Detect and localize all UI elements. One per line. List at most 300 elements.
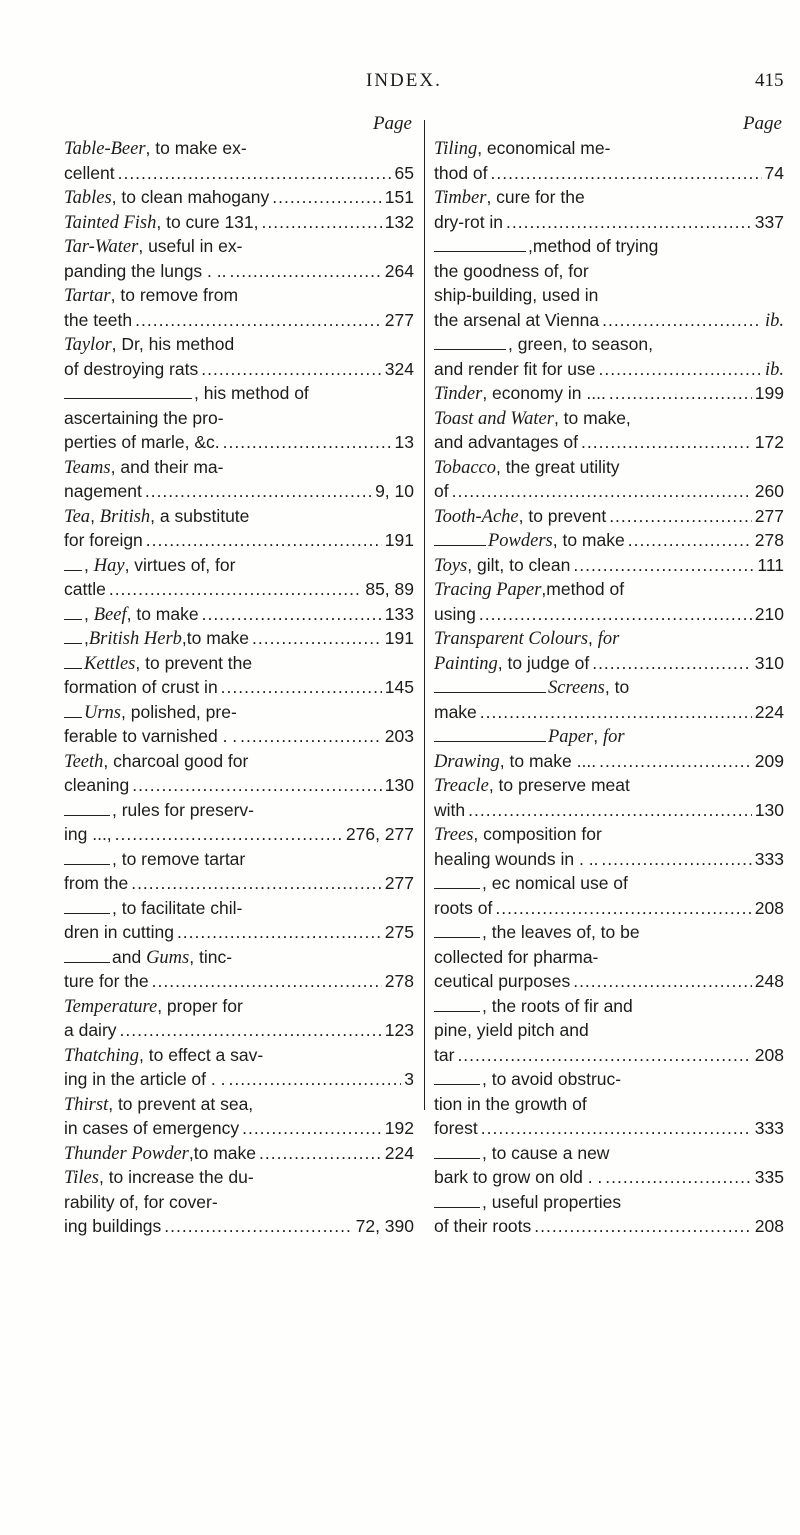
index-text: and: [112, 946, 147, 967]
index-entry-text: [434, 651, 589, 677]
index-term: British: [99, 506, 151, 527]
page-reference: 191: [384, 628, 414, 648]
index-entry-text: [64, 528, 143, 553]
index-text: , to make ex-: [145, 138, 247, 158]
page-reference: 208: [754, 897, 784, 918]
index-entry-text: [112, 945, 232, 971]
index-text: , to avoid obstruc-: [482, 1069, 622, 1089]
index-entry-text: [84, 626, 249, 652]
index-column-left: [64, 112, 414, 1239]
index-text: ferable to varnished . .: [64, 726, 238, 746]
index-text: ,: [84, 603, 94, 624]
index-text: the teeth: [64, 309, 133, 330]
ditto-dash: [434, 1158, 480, 1159]
index-text: , the great utility: [496, 456, 620, 477]
index-text: and advantages of: [434, 432, 579, 452]
index-line: [64, 357, 414, 382]
index-entry-text: [434, 626, 619, 652]
index-entry-text: [434, 847, 598, 872]
index-entry-text: [64, 332, 234, 358]
index-text: , to facilitate chil-: [112, 897, 243, 918]
index-text: ing in the article of . .: [64, 1069, 226, 1089]
index-text: , composition for: [473, 824, 602, 844]
leader-dots: [457, 1043, 751, 1068]
page-reference: 224: [384, 1142, 414, 1163]
leader-dots: [146, 528, 382, 553]
index-term: Tables: [64, 188, 112, 208]
index-entry-text: [434, 479, 449, 504]
index-term: Urns: [84, 702, 122, 723]
index-entry-text: [64, 1165, 254, 1191]
index-text: , proper for: [157, 995, 243, 1016]
ditto-dash: [64, 913, 110, 914]
index-term: Tea: [64, 506, 91, 527]
index-line: [64, 430, 414, 455]
index-text: ing ...,: [64, 824, 112, 844]
index-entry-text: [434, 798, 465, 823]
index-entry-text: [434, 406, 631, 432]
index-line: [434, 1165, 784, 1190]
ditto-dash: [64, 619, 82, 620]
index-line: [64, 798, 414, 823]
index-line: [64, 553, 414, 578]
index-text: , to prevent at sea,: [108, 1093, 254, 1114]
index-line: [64, 504, 414, 529]
index-line: [64, 1067, 414, 1092]
index-text: , to judge of: [497, 652, 590, 673]
index-entry-text: [434, 259, 589, 284]
index-entry-text: [64, 136, 247, 162]
index-text: , to remove from: [110, 285, 239, 305]
index-entry-text: [84, 553, 235, 579]
index-entry-text: [434, 969, 570, 994]
index-entry-text: [64, 430, 220, 455]
index-entry-text: [64, 234, 242, 260]
index-line: [434, 185, 784, 210]
index-line: [434, 234, 784, 259]
index-line: [434, 700, 784, 725]
index-line: [434, 357, 784, 382]
leader-dots: [177, 920, 382, 945]
index-line: [64, 332, 414, 357]
index-text: , economical me-: [477, 138, 611, 158]
index-text: healing wounds in . ..: [434, 848, 599, 869]
ditto-dash: [434, 937, 480, 938]
index-entry-text: [64, 1141, 256, 1167]
index-line: [64, 700, 414, 725]
page-reference: 203: [384, 726, 414, 746]
index-term: Tracing Paper: [434, 580, 542, 600]
page-reference: 224: [754, 701, 784, 722]
index-line: [64, 724, 414, 749]
index-line: [64, 626, 414, 651]
index-text: panding the lungs . ..: [64, 260, 227, 281]
page-reference: 111: [757, 554, 784, 575]
leader-dots: [272, 185, 382, 210]
index-term: Thatching: [64, 1045, 140, 1066]
page-reference: 3: [404, 1069, 414, 1089]
index-term: Painting: [434, 653, 498, 674]
leader-dots: [115, 822, 343, 847]
index-term: Transparent Colours: [434, 629, 589, 649]
index-entry-text: [548, 724, 625, 750]
index-entry-text: [434, 283, 598, 308]
index-text: perties of marle, &c.: [64, 432, 220, 452]
index-text: using: [434, 603, 476, 624]
index-entry-text: [64, 822, 112, 847]
leader-dots: [202, 602, 382, 627]
index-line: [64, 1165, 414, 1190]
index-entries-left: [64, 136, 414, 1239]
index-text: , to cure 131,: [156, 211, 259, 232]
index-text: , to prevent: [518, 505, 607, 526]
index-text: roots of: [434, 897, 493, 918]
index-text: , to cause a new: [482, 1142, 610, 1163]
index-line: [64, 675, 414, 700]
index-line: [64, 1018, 414, 1043]
leader-dots: [223, 430, 392, 455]
ditto-dash: [64, 570, 82, 571]
index-entry-text: [548, 675, 629, 701]
index-text: for foreign: [64, 530, 143, 550]
index-text: , his method of: [194, 383, 309, 403]
index-entry-text: [434, 602, 476, 627]
index-line: [64, 234, 414, 259]
index-entry-text: [482, 1067, 621, 1092]
page-reference: 333: [754, 1118, 784, 1138]
index-text: of their roots: [434, 1216, 532, 1236]
index-line: [434, 308, 784, 333]
index-term: Temperature: [64, 996, 158, 1017]
index-text: , economy in ....: [482, 383, 606, 403]
index-term: Gums: [146, 947, 190, 968]
index-entry-text: [64, 185, 269, 211]
index-entry-text: [84, 651, 252, 677]
page-header: [0, 70, 800, 100]
index-line: [434, 259, 784, 284]
index-entry-text: [488, 528, 625, 554]
leader-dots: [468, 798, 752, 823]
index-term: Beef: [93, 604, 127, 625]
index-entry-text: [64, 504, 249, 530]
index-text: formation of crust in: [64, 677, 218, 697]
ditto-dash: [64, 398, 192, 399]
index-line: [434, 945, 784, 970]
index-line: [434, 675, 784, 700]
index-term: Tinder: [434, 384, 483, 404]
page-reference: ib.: [764, 359, 784, 380]
index-line: [64, 283, 414, 308]
leader-dots: [252, 626, 382, 651]
index-column-right: [434, 112, 784, 1239]
index-entry-text: [64, 1214, 161, 1239]
index-line: [434, 626, 784, 651]
index-text: ,: [588, 628, 598, 648]
page-number: 415: [755, 70, 784, 91]
index-term: Screens: [548, 678, 605, 698]
ditto-dash: [434, 1084, 480, 1085]
index-text: ceutical purposes: [434, 971, 571, 991]
index-text: tar: [434, 1044, 455, 1065]
index-entry-text: [64, 749, 248, 775]
leader-dots: [132, 773, 382, 798]
index-text: , the roots of fir and: [482, 995, 633, 1016]
index-text: cellent: [64, 162, 115, 183]
index-text: rability of, for cover-: [64, 1191, 218, 1212]
index-entry-text: [64, 675, 218, 700]
index-text: , to effect a sav-: [139, 1044, 264, 1065]
index-term: Timber: [434, 188, 487, 208]
page-column-label: Page: [372, 113, 412, 134]
index-line: [64, 528, 414, 553]
index-text: thod of: [434, 162, 488, 183]
index-text: ,to make: [188, 1142, 256, 1163]
index-line: [434, 528, 784, 553]
page-reference: 209: [754, 750, 784, 771]
index-term: Hay: [93, 555, 125, 576]
page-column-label: Page: [742, 113, 782, 134]
page-reference: 130: [384, 775, 414, 795]
index-entry-text: [64, 969, 149, 994]
index-entry-text: [64, 920, 174, 945]
index-text: , to remove tartar: [112, 848, 246, 869]
page-reference: 130: [754, 799, 784, 820]
index-line: [434, 455, 784, 480]
index-entry-text: [434, 455, 620, 481]
index-text: cattle: [64, 579, 106, 599]
page-reference: 210: [754, 603, 784, 624]
leader-dots: [242, 1116, 382, 1141]
index-text: , tinc-: [189, 946, 233, 967]
index-text: tion in the growth of: [434, 1093, 587, 1114]
index-entry-text: [434, 553, 570, 579]
index-text: with: [434, 799, 466, 820]
leader-dots: [452, 479, 752, 504]
page-reference: 260: [754, 481, 784, 501]
index-line: [434, 1116, 784, 1141]
leader-dots: [228, 1067, 401, 1092]
ditto-dash: [64, 668, 82, 669]
index-text: , to make ....: [499, 750, 597, 771]
index-line: [434, 724, 784, 749]
page-reference: 13: [394, 432, 414, 452]
page-reference: 277: [384, 873, 414, 893]
index-entry-text: [64, 1067, 225, 1092]
index-text: , gilt, to clean: [467, 554, 571, 575]
leader-dots: [480, 700, 752, 725]
index-line: [434, 283, 784, 308]
index-text: , to preserve meat: [488, 775, 630, 795]
index-text: , Dr, his method: [111, 334, 235, 354]
index-line: [64, 773, 414, 798]
index-text: , polished, pre-: [121, 701, 237, 722]
index-entry-text: [84, 602, 199, 628]
index-line: [64, 920, 414, 945]
index-term: Tar-Water: [64, 237, 139, 257]
index-entries-right: [434, 136, 784, 1239]
index-term: for: [597, 629, 620, 649]
index-term: Thunder Powder: [64, 1143, 189, 1164]
index-line: [434, 749, 784, 774]
index-text: , to prevent the: [135, 652, 253, 673]
index-term: Taylor: [64, 335, 112, 355]
index-text: the arsenal at Vienna: [434, 309, 600, 330]
index-line: [64, 1116, 414, 1141]
index-entry-text: [434, 210, 503, 235]
ditto-dash: [64, 717, 82, 718]
page-reference: 199: [754, 383, 784, 403]
index-entry-text: [64, 1043, 263, 1069]
page-reference: 208: [754, 1216, 784, 1236]
index-line: [434, 1092, 784, 1117]
index-entry-text: [434, 430, 578, 455]
leader-dots: [164, 1214, 352, 1239]
column-divider: [424, 120, 425, 1110]
index-line: [434, 381, 784, 406]
index-text: cleaning: [64, 775, 130, 795]
ditto-dash: [434, 1207, 480, 1208]
page-reference: 248: [754, 971, 784, 991]
index-line: [64, 1190, 414, 1215]
index-entry-text: [64, 773, 129, 798]
index-line: [64, 308, 414, 333]
page-reference: 145: [384, 677, 414, 697]
page-reference: 277: [384, 309, 414, 330]
index-term: Powders: [488, 531, 553, 551]
index-line: [64, 136, 414, 161]
index-line: [434, 1141, 784, 1166]
index-text: dry-rot in: [434, 211, 504, 232]
index-entry-text: [434, 700, 477, 725]
index-line: [434, 1190, 784, 1215]
index-line: [434, 896, 784, 921]
page-reference: 72, 390: [355, 1216, 414, 1236]
page-reference: 277: [754, 505, 784, 526]
index-line: [64, 969, 414, 994]
ditto-dash: [434, 251, 526, 252]
index-text: ,method of trying: [528, 236, 659, 256]
index-line: [434, 504, 784, 529]
leader-dots: [581, 430, 752, 455]
index-text: ,method of: [541, 579, 625, 599]
index-text: , virtues of, for: [124, 554, 236, 575]
leader-dots: [109, 577, 363, 602]
index-text: , cure for the: [486, 187, 585, 207]
index-entry-text: [64, 479, 142, 504]
index-line: [434, 1067, 784, 1092]
index-entry-text: [434, 1214, 531, 1239]
index-entry-text: [112, 798, 254, 823]
index-term: Toys: [434, 555, 468, 576]
index-entry-text: [434, 577, 624, 603]
leader-dots: [152, 969, 382, 994]
index-text: nagement: [64, 481, 142, 501]
index-line: [64, 259, 414, 284]
leader-dots: [135, 308, 382, 333]
index-entry-text: [64, 1018, 117, 1043]
index-term: Tooth-Ache: [434, 506, 519, 527]
index-line: [434, 602, 784, 627]
leader-dots: [506, 210, 752, 235]
index-entry-text: [434, 822, 602, 848]
index-text: , to: [604, 677, 630, 697]
page-reference: ib.: [764, 310, 784, 331]
index-line: [434, 1214, 784, 1239]
index-text: , to make,: [553, 407, 631, 428]
index-line: [64, 749, 414, 774]
index-text: make: [434, 701, 477, 722]
index-line: [434, 553, 784, 578]
index-line: [434, 1018, 784, 1043]
index-text: , useful properties: [482, 1191, 622, 1212]
index-term: Table-Beer: [64, 139, 146, 159]
index-term: Tiling: [434, 139, 478, 159]
ditto-dash: [434, 545, 486, 546]
index-text: , a substitute: [150, 505, 250, 526]
leader-dots: [221, 675, 382, 700]
index-line: [64, 1092, 414, 1117]
index-term: Trees: [434, 825, 474, 845]
index-line: [434, 577, 784, 602]
leader-dots: [479, 602, 752, 627]
index-entry-text: [64, 283, 238, 309]
index-line: [434, 994, 784, 1019]
leader-dots: [145, 479, 372, 504]
page-reference: 278: [384, 971, 414, 991]
index-line: [64, 406, 414, 431]
index-line: [64, 822, 414, 847]
index-text: a dairy: [64, 1020, 117, 1040]
index-entry-text: [64, 455, 223, 481]
index-line: [64, 1043, 414, 1068]
index-text: the goodness of, for: [434, 260, 589, 281]
index-entry-text: [64, 1116, 239, 1141]
index-term: Thirst: [64, 1094, 109, 1115]
index-entry-text: [434, 1165, 602, 1190]
index-text: forest: [434, 1118, 478, 1138]
index-text: , useful in ex-: [138, 236, 243, 256]
index-line: [64, 479, 414, 504]
index-entry-text: [434, 308, 599, 333]
page-reference: 264: [384, 260, 414, 281]
index-text: ture for the: [64, 971, 149, 991]
leader-dots: [609, 504, 752, 529]
index-entry-text: [64, 308, 132, 333]
page-reference: 123: [384, 1020, 414, 1040]
index-text: , to clean mahogany: [111, 187, 270, 207]
index-entry-text: [194, 381, 309, 406]
index-line: [434, 1043, 784, 1068]
index-text: , the leaves of, to be: [482, 922, 640, 942]
index-entry-text: [64, 406, 224, 431]
index-line: [64, 871, 414, 896]
index-line: [434, 969, 784, 994]
index-entry-text: [434, 1018, 589, 1043]
index-line: [434, 332, 784, 357]
ditto-dash: [64, 962, 110, 963]
ditto-dash: [434, 692, 546, 693]
leader-dots: [495, 896, 751, 921]
index-line: [434, 798, 784, 823]
index-line: [434, 161, 784, 186]
index-term: Teeth: [64, 751, 104, 772]
page-reference: 310: [754, 652, 784, 673]
index-term: Tobacco: [434, 457, 497, 478]
page-reference: 85, 89: [365, 579, 414, 599]
index-entry-text: [64, 1092, 253, 1118]
index-line: [64, 602, 414, 627]
leader-dots: [201, 357, 382, 382]
